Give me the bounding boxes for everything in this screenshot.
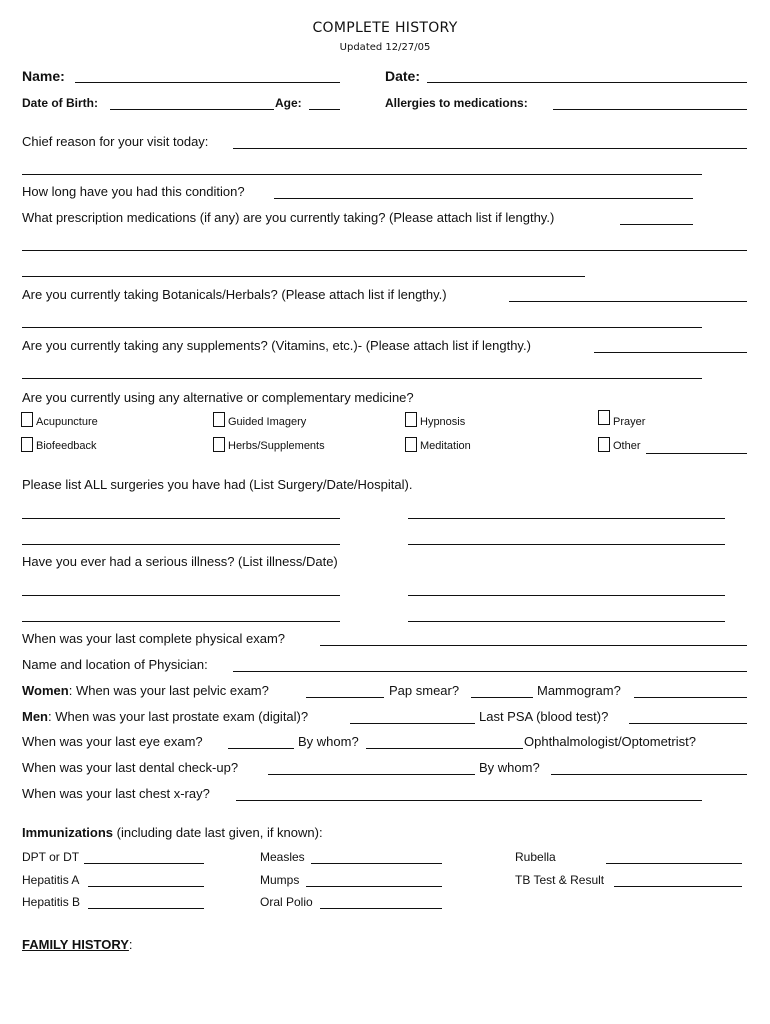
age-field[interactable] [309, 109, 340, 110]
illness-line-1b[interactable] [408, 595, 725, 596]
hypnosis-label: Hypnosis [420, 416, 466, 428]
chest-xray-field[interactable] [236, 800, 702, 801]
guided-imagery-label: Guided Imagery [228, 416, 307, 428]
biofeedback-checkbox[interactable] [21, 437, 33, 452]
surgeries-line-2b[interactable] [408, 544, 725, 545]
supplements-line-2[interactable] [22, 378, 702, 379]
acupuncture-checkbox[interactable] [21, 412, 33, 427]
pelvic-exam-field[interactable] [306, 697, 384, 698]
physician-label: Name and location of Physician: [22, 657, 208, 672]
measles-label: Measles [260, 850, 305, 864]
hepatitis-a-field[interactable] [88, 886, 204, 887]
botanicals-line-2[interactable] [22, 327, 702, 328]
other-label: Other [613, 440, 641, 452]
prescriptions-line-3[interactable] [22, 276, 585, 277]
eye-exam-label: When was your last eye exam? [22, 734, 203, 749]
physical-exam-field[interactable] [320, 645, 747, 646]
hepatitis-b-label: Hepatitis B [22, 895, 81, 909]
mumps-label: Mumps [260, 873, 300, 887]
mammogram-label: Mammogram? [537, 683, 621, 698]
illness-line-1a[interactable] [22, 595, 340, 596]
men-prostate-label: : When was your last prostate exam (digital)? [48, 709, 309, 724]
prayer-label: Prayer [613, 416, 646, 428]
surgeries-line-1a[interactable] [22, 518, 340, 519]
surgeries-line-1b[interactable] [408, 518, 725, 519]
chief-reason-label: Chief reason for your visit today: [22, 134, 209, 149]
chief-reason-field[interactable] [233, 148, 747, 149]
alternative-label: Are you currently using any alternative or complementary medicine? [22, 390, 414, 405]
illness-line-2a[interactable] [22, 621, 340, 622]
allergies-field[interactable] [553, 109, 747, 110]
measles-field[interactable] [311, 863, 442, 864]
dob-label: Date of Birth: [22, 96, 98, 110]
surgeries-label: Please list ALL surgeries you have had (List Surgery/Date/Hospital). [22, 477, 413, 492]
dental-by-whom-label: By whom? [479, 760, 540, 775]
herbs-checkbox[interactable] [213, 437, 225, 452]
chest-xray-label: When was your last chest x-ray? [22, 786, 210, 801]
hepatitis-a-label: Hepatitis A [22, 873, 80, 887]
how-long-label: How long have you had this condition? [22, 184, 245, 199]
biofeedback-label: Biofeedback [36, 440, 97, 452]
hepatitis-b-field[interactable] [88, 908, 204, 909]
dental-by-whom-field[interactable] [551, 774, 747, 775]
psa-field[interactable] [629, 723, 747, 724]
dob-field[interactable] [110, 109, 274, 110]
prostate-exam-field[interactable] [350, 723, 475, 724]
prescriptions-line-2[interactable] [22, 250, 747, 251]
oral-polio-label: Oral Polio [260, 895, 313, 909]
dpt-label: DPT or DT [22, 850, 80, 864]
mammogram-field[interactable] [634, 697, 747, 698]
pap-smear-field[interactable] [471, 697, 533, 698]
updated-date: Updated 12/27/05 [339, 42, 431, 53]
supplements-label: Are you currently taking any supplements? (Vitamins, etc.)- (Please attach list if lengthy.) [22, 338, 531, 353]
family-history-colon: : [128, 937, 133, 952]
illness-line-2b[interactable] [408, 621, 725, 622]
immunizations-note: (including date last given, if known): [113, 825, 323, 840]
hypnosis-checkbox[interactable] [405, 412, 417, 427]
allergies-label: Allergies to medications: [385, 96, 528, 110]
oral-polio-field[interactable] [320, 908, 442, 909]
date-label: Date: [385, 68, 421, 84]
botanicals-field[interactable] [509, 301, 747, 302]
rubella-label: Rubella [515, 850, 556, 864]
physical-exam-label: When was your last complete physical exam? [22, 631, 286, 646]
name-label: Name: [22, 68, 65, 84]
tb-test-field[interactable] [614, 886, 742, 887]
psa-label: Last PSA (blood test)? [479, 709, 609, 724]
ophthalmologist-label: Ophthalmologist/Optometrist? [524, 734, 696, 749]
meditation-checkbox[interactable] [405, 437, 417, 452]
other-checkbox[interactable] [598, 437, 610, 452]
form-title: COMPLETE HISTORY [312, 20, 458, 36]
name-field[interactable] [75, 82, 340, 83]
immunizations-heading: Immunizations [22, 825, 114, 840]
how-long-field[interactable] [274, 198, 693, 199]
men-label: Men [22, 709, 48, 724]
pap-smear-label: Pap smear? [389, 683, 460, 698]
supplements-field[interactable] [594, 352, 747, 353]
women-pelvic-label: : When was your last pelvic exam? [68, 683, 269, 698]
meditation-label: Meditation [420, 440, 471, 452]
chief-reason-line-2[interactable] [22, 174, 702, 175]
other-field[interactable] [646, 453, 747, 454]
physician-field[interactable] [233, 671, 747, 672]
prescriptions-field[interactable] [620, 224, 693, 225]
eye-by-whom-field[interactable] [366, 748, 523, 749]
acupuncture-label: Acupuncture [36, 416, 98, 428]
surgeries-line-2a[interactable] [22, 544, 340, 545]
tb-test-label: TB Test & Result [515, 873, 605, 887]
eye-by-whom-label: By whom? [298, 734, 359, 749]
rubella-field[interactable] [606, 863, 742, 864]
prescriptions-label: What prescription medications (if any) are you currently taking? (Please attach list if lengthy.) [22, 210, 555, 225]
dental-label: When was your last dental check-up? [22, 760, 239, 775]
botanicals-label: Are you currently taking Botanicals/Herbals? (Please attach list if lengthy.) [22, 287, 447, 302]
date-field[interactable] [427, 82, 747, 83]
herbs-label: Herbs/Supplements [228, 440, 325, 452]
prayer-checkbox[interactable] [598, 410, 610, 425]
mumps-field[interactable] [306, 886, 442, 887]
dpt-field[interactable] [84, 863, 204, 864]
eye-exam-field[interactable] [228, 748, 294, 749]
age-label: Age: [275, 96, 302, 110]
women-label: Women [22, 683, 69, 698]
family-history-heading: FAMILY HISTORY [22, 937, 129, 952]
serious-illness-label: Have you ever had a serious illness? (List illness/Date) [22, 554, 338, 569]
guided-imagery-checkbox[interactable] [213, 412, 225, 427]
dental-field[interactable] [268, 774, 475, 775]
